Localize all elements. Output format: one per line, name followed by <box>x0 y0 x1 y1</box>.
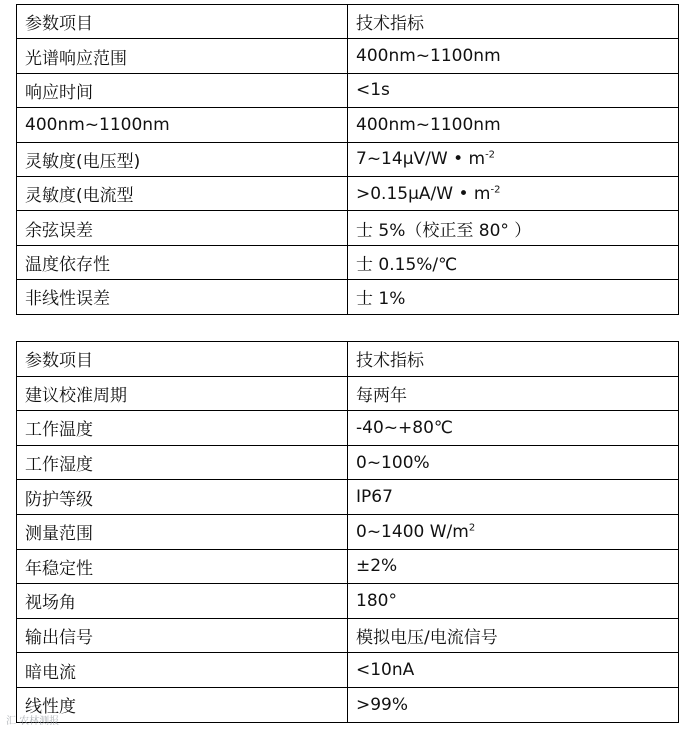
param-cell: 灵敏度(电流型 <box>17 176 348 210</box>
param-cell: 输出信号 <box>17 618 348 653</box>
spec-value: 0~1400 W/m <box>356 521 469 542</box>
param-cell: 灵敏度(电压型) <box>17 142 348 176</box>
table-row <box>17 653 679 688</box>
header-param: 参数项目 <box>17 342 348 377</box>
param-cell: 年稳定性 <box>17 549 348 584</box>
spec-cell: -40~+80℃ <box>348 411 679 446</box>
table-row <box>17 514 679 549</box>
param-cell: 温度依存性 <box>17 245 348 279</box>
unit-exponent: -2 <box>485 149 496 161</box>
unit-exponent: 2 <box>468 522 476 534</box>
spec-cell: 士 1% <box>348 280 679 314</box>
spec-value: 7~14μV/W • m <box>356 149 486 170</box>
spec-table-optical <box>16 4 679 315</box>
spec-cell: ±2% <box>348 549 679 584</box>
spec-table-general <box>16 341 679 723</box>
header-param: 参数项目 <box>17 5 348 39</box>
param-cell: 余弦误差 <box>17 211 348 245</box>
table-header-row <box>17 5 679 39</box>
table-row <box>17 142 679 176</box>
spec-cell: <1s <box>348 73 679 107</box>
param-cell: 光谱响应范围 <box>17 39 348 73</box>
spec-cell <box>348 176 679 210</box>
param-cell: 测量范围 <box>17 514 348 549</box>
spec-cell: 400nm~1100nm <box>348 108 679 142</box>
spec-cell: <10nA <box>348 653 679 688</box>
table-row <box>17 549 679 584</box>
spec-cell: 士 0.15%/℃ <box>348 245 679 279</box>
spec-cell <box>348 142 679 176</box>
table-row <box>17 687 679 722</box>
table-row <box>17 108 679 142</box>
param-cell: 视场角 <box>17 584 348 619</box>
table-row <box>17 445 679 480</box>
spec-cell: 每两年 <box>348 376 679 411</box>
table-row <box>17 73 679 107</box>
table-row <box>17 480 679 515</box>
spec-cell: 400nm~1100nm <box>348 39 679 73</box>
param-cell: 防护等级 <box>17 480 348 515</box>
table-row <box>17 411 679 446</box>
param-cell: 建议校准周期 <box>17 376 348 411</box>
spec-cell: 180° <box>348 584 679 619</box>
param-cell: 工作温度 <box>17 411 348 446</box>
watermark: 汇 农林测报 <box>6 716 60 727</box>
spec-cell: IP67 <box>348 480 679 515</box>
table-row <box>17 245 679 279</box>
table-row <box>17 584 679 619</box>
spec-cell: 模拟电压/电流信号 <box>348 618 679 653</box>
param-cell: 400nm~1100nm <box>17 108 348 142</box>
table-row <box>17 280 679 314</box>
table-row <box>17 211 679 245</box>
unit-exponent: -2 <box>490 183 501 195</box>
spec-cell: 0~100% <box>348 445 679 480</box>
table-row <box>17 39 679 73</box>
param-cell: 响应时间 <box>17 73 348 107</box>
table-row <box>17 176 679 210</box>
param-cell: 暗电流 <box>17 653 348 688</box>
spec-cell: 士 5%（校正至 80° ） <box>348 211 679 245</box>
header-spec: 技术指标 <box>348 5 679 39</box>
param-cell: 非线性误差 <box>17 280 348 314</box>
param-cell: 工作湿度 <box>17 445 348 480</box>
spec-cell: >99% <box>348 687 679 722</box>
table-header-row <box>17 342 679 377</box>
param-cell: 线性度 <box>17 687 348 722</box>
header-spec: 技术指标 <box>348 342 679 377</box>
table-row <box>17 618 679 653</box>
spec-value: >0.15μA/W • m <box>356 183 491 204</box>
spec-cell <box>348 514 679 549</box>
table-row <box>17 376 679 411</box>
